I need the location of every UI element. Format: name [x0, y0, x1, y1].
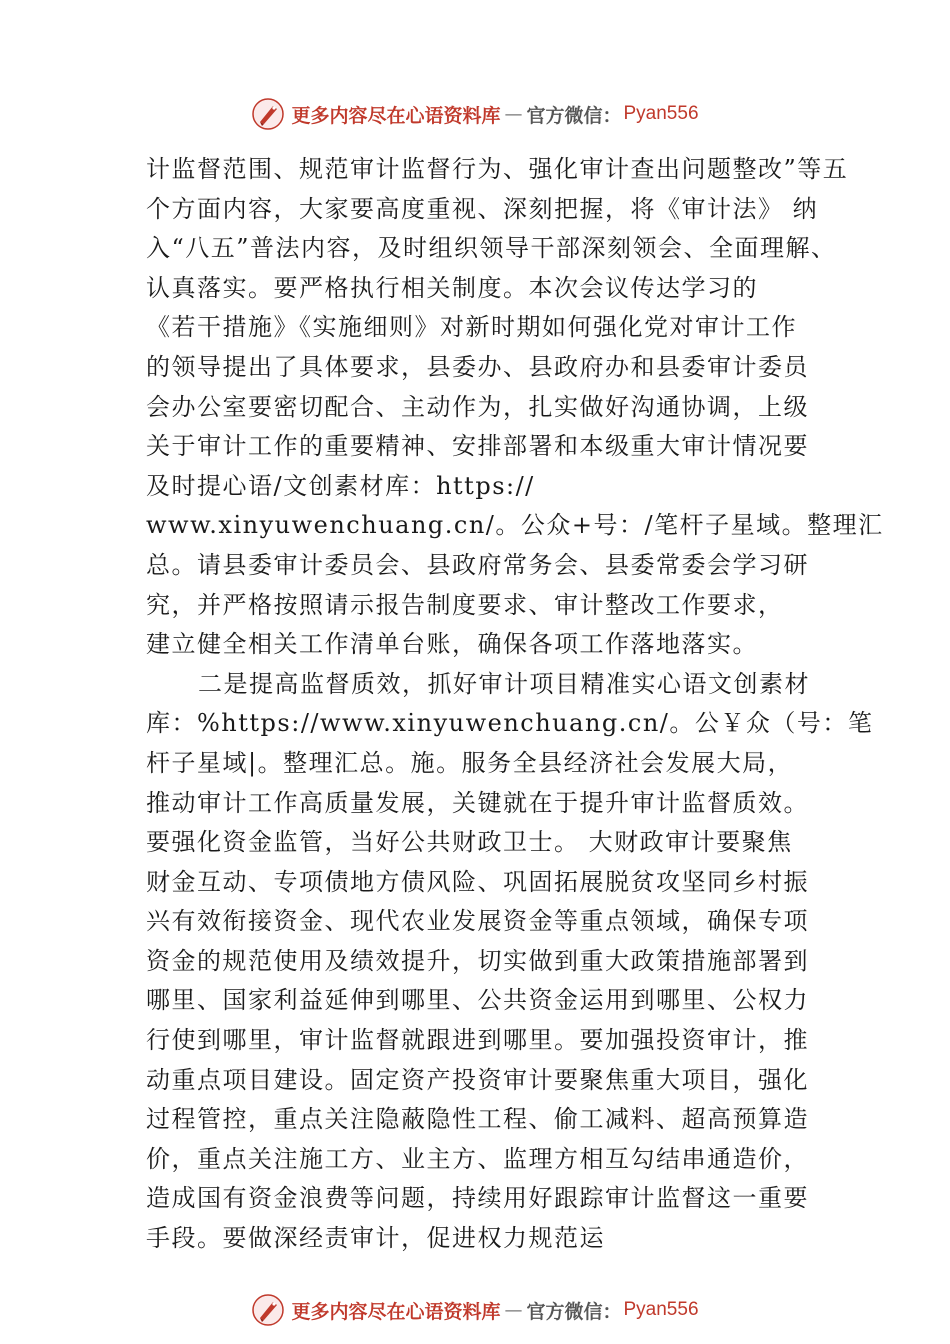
text-line: 认真落实。要严格执行相关制度。本次会议传达学习的: [146, 273, 758, 302]
header-banner: [0, 94, 950, 134]
text-line: 库：%https://www.xinyuwenchuang.cn/。公￥众（号：笔: [146, 709, 874, 738]
document-body: [146, 150, 884, 1259]
text-line: 计监督范围、规范审计监督行为、强化审计查出问题整改”等五: [146, 155, 849, 183]
text-line: 关于审计工作的重要精神、安排部署和本级重大审计情况要: [146, 432, 809, 461]
text-line: 建立健全相关工作清单台账，确保各项工作落地落实。: [146, 630, 758, 659]
banner-wechat-id: Pyan556: [623, 103, 699, 124]
banner-wechat-label: 官方微信：: [526, 1300, 622, 1323]
banner-wechat-label: 官方微信：: [526, 104, 622, 127]
footer-banner: [0, 1290, 950, 1330]
text-line: 过程管控，重点关注隐蔽隐性工程、偷工减料、超高预算造: [146, 1105, 809, 1134]
text-line: 及时提心语/文创素材库：https://: [146, 471, 535, 500]
text-line: 手段。要做深经责审计，促进权力规范运: [146, 1224, 605, 1253]
text-line: 杆子星域|。整理汇总。施。服务全县经济社会发展大局，: [146, 748, 794, 777]
pen-nib-logo-icon: [251, 1293, 285, 1327]
paragraph-start-line: 二是提高监督质效，抓好审计项目精准实心语文创素材: [198, 669, 810, 698]
text-line: 行使到哪里，审计监督就跟进到哪里。要加强投资审计，推: [146, 1026, 809, 1055]
text-line: 究，并严格按照请示报告制度要求、审计整改工作要求，: [146, 590, 784, 619]
pen-nib-logo-icon: [251, 97, 285, 131]
banner-wechat-id: Pyan556: [623, 1299, 699, 1320]
text-line: www.xinyuwenchuang.cn/。公众+号：/笔杆子星域。整理汇: [146, 511, 884, 540]
text-line: 的领导提出了具体要求，县委办、县政府办和县委审计委员: [146, 352, 809, 381]
text-line: 价，重点关注施工方、业主方、监理方相互勾结串通造价，: [146, 1144, 809, 1173]
banner-main-text: 更多内容尽在心语资料库: [291, 104, 501, 127]
banner-separator: —: [504, 103, 523, 125]
banner-main-text: 更多内容尽在心语资料库: [291, 1300, 501, 1323]
text-line: 个方面内容，大家要高度重视、深刻把握，将《审计法》 纳: [146, 194, 819, 223]
text-line: 资金的规范使用及绩效提升，切实做到重大政策措施部署到: [146, 946, 809, 975]
text-line: 推动审计工作高质量发展，关键就在于提升审计监督质效。: [146, 788, 809, 817]
text-line: 入“八五”普法内容，及时组织领导干部深刻领会、全面理解、: [146, 234, 837, 263]
text-line: 兴有效衔接资金、现代农业发展资金等重点领域，确保专项: [146, 907, 809, 936]
text-line: 《若干措施》《实施细则》对新时期如何强化党对审计工作: [146, 313, 797, 342]
text-line: 动重点项目建设。固定资产投资审计要聚焦重大项目，强化: [146, 1065, 809, 1094]
text-line: 财金互动、专项债地方债风险、巩固拓展脱贫攻坚同乡村振: [146, 867, 809, 896]
text-line: 哪里、国家利益延伸到哪里、公共资金运用到哪里、公权力: [146, 986, 809, 1015]
text-line: 造成国有资金浪费等问题，持续用好跟踪审计监督这一重要: [146, 1184, 809, 1213]
text-line: 总。请县委审计委员会、县政府常务会、县委常委会学习研: [146, 550, 809, 579]
text-line: 要强化资金监管，当好公共财政卫士。 大财政审计要聚焦: [146, 828, 793, 857]
text-line: 会办公室要密切配合、主动作为，扎实做好沟通协调，上级: [146, 392, 809, 421]
banner-separator: —: [504, 1299, 523, 1321]
